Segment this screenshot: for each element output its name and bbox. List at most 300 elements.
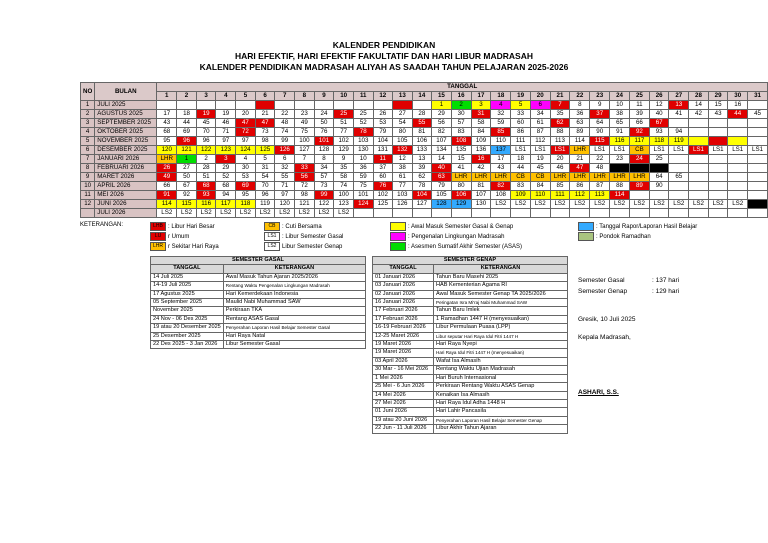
month-name: APRIL 2026 xyxy=(95,182,157,191)
event-date: 25 Desember 2025 xyxy=(151,332,224,340)
month-name: JULI 2025 xyxy=(95,101,157,110)
day-cell: 80 xyxy=(451,182,471,191)
day-cell xyxy=(689,191,709,200)
legend-label: : Libur Hari Besar xyxy=(168,224,215,231)
day-header: 2 xyxy=(177,92,197,101)
day-cell: 85 xyxy=(550,182,570,191)
day-cell: 111 xyxy=(511,137,531,146)
day-cell: 110 xyxy=(491,137,511,146)
day-cell: 33 xyxy=(295,164,315,173)
table-row xyxy=(373,307,568,315)
day-cell: 112 xyxy=(530,137,550,146)
day-cell: 48 xyxy=(275,119,295,128)
month-row xyxy=(81,146,768,155)
day-cell: 94 xyxy=(216,191,236,200)
day-cell xyxy=(669,209,689,218)
day-cell: LS2 xyxy=(530,200,550,209)
event-date: 17 Februari 2026 xyxy=(373,315,434,323)
day-cell: LS2 xyxy=(728,200,748,209)
event-description: Perkiraan TKA xyxy=(223,307,365,315)
day-cell: LS2 xyxy=(196,209,216,218)
day-cell: 56 xyxy=(432,119,452,128)
day-cell: 93 xyxy=(649,128,669,137)
event-description: Hari Lahir Pancasila xyxy=(434,408,568,416)
day-cell: 41 xyxy=(669,110,689,119)
event-description: Libur Akhir Tahun Ajaran xyxy=(434,425,568,433)
day-cell: 5 xyxy=(511,101,531,110)
day-cell: 122 xyxy=(314,200,334,209)
day-cell: 23 xyxy=(295,110,315,119)
day-cell xyxy=(748,200,768,209)
table-row xyxy=(151,341,366,349)
day-cell: 36 xyxy=(353,164,373,173)
table-row xyxy=(373,349,568,357)
event-date: 1 Mei 2026 xyxy=(373,374,434,382)
day-cell: 66 xyxy=(157,182,177,191)
day-cell: 86 xyxy=(511,128,531,137)
day-cell: 58 xyxy=(471,119,491,128)
table-row xyxy=(373,383,568,391)
day-cell: LHR xyxy=(451,173,471,182)
day-cell: 61 xyxy=(393,173,413,182)
day-header: 7 xyxy=(275,92,295,101)
day-cell xyxy=(255,101,275,110)
day-cell: LS1 xyxy=(689,146,709,155)
day-cell: 1 xyxy=(177,155,197,164)
day-cell: 129 xyxy=(451,200,471,209)
day-cell: 5 xyxy=(255,155,275,164)
table-row xyxy=(373,290,568,298)
genap-days-label: Semester Genap xyxy=(578,288,628,295)
day-cell: 28 xyxy=(412,110,432,119)
genap-col-desc: KETERANGAN xyxy=(434,265,568,273)
table-row xyxy=(151,307,366,315)
day-cell: 17 xyxy=(157,110,177,119)
day-cell xyxy=(748,119,768,128)
legend-heading: KETERANGAN: xyxy=(80,222,124,228)
day-cell: 106 xyxy=(412,137,432,146)
day-header: 28 xyxy=(689,92,709,101)
event-date: 14-19 Juli 2025 xyxy=(151,282,224,290)
day-cell: LHR xyxy=(491,173,511,182)
day-cell: 49 xyxy=(295,119,315,128)
day-cell: LS2 xyxy=(590,200,610,209)
day-cell: 96 xyxy=(196,137,216,146)
legend-item xyxy=(390,242,522,251)
day-cell: 66 xyxy=(629,119,649,128)
day-cell: 75 xyxy=(295,128,315,137)
day-cell: 106 xyxy=(451,191,471,200)
day-cell xyxy=(728,182,748,191)
day-cell: 80 xyxy=(393,128,413,137)
day-cell: 83 xyxy=(511,182,531,191)
day-cell xyxy=(530,209,550,218)
day-cell: 104 xyxy=(373,137,393,146)
event-date: 14 Mei 2026 xyxy=(373,391,434,399)
event-date: 02 Januari 2026 xyxy=(373,290,434,298)
day-cell xyxy=(610,164,630,173)
day-cell: LS2 xyxy=(550,200,570,209)
day-header: 14 xyxy=(412,92,432,101)
month-number: 11 xyxy=(81,191,95,200)
month-number: 10 xyxy=(81,182,95,191)
day-cell xyxy=(748,128,768,137)
day-cell: LS2 xyxy=(255,209,275,218)
day-cell: 89 xyxy=(570,128,590,137)
day-cell: 21 xyxy=(255,110,275,119)
day-cell: 44 xyxy=(177,119,197,128)
day-cell: 127 xyxy=(412,200,432,209)
day-cell: 122 xyxy=(196,146,216,155)
event-description: Tahun Baru Masehi 2025 xyxy=(434,273,568,281)
day-cell xyxy=(669,191,689,200)
day-cell xyxy=(669,164,689,173)
day-cell xyxy=(708,173,728,182)
day-cell: 47 xyxy=(236,119,256,128)
day-cell: 8 xyxy=(570,101,590,110)
day-header: 3 xyxy=(196,92,216,101)
day-header: 27 xyxy=(669,92,689,101)
day-cell: 74 xyxy=(275,128,295,137)
day-cell xyxy=(334,101,354,110)
table-row xyxy=(373,399,568,407)
day-header: 30 xyxy=(728,92,748,101)
day-cell xyxy=(649,191,669,200)
day-cell: 57 xyxy=(451,119,471,128)
day-cell: 133 xyxy=(412,146,432,155)
day-cell: 70 xyxy=(255,182,275,191)
month-name: JANUARI 2026 xyxy=(95,155,157,164)
day-cell: 59 xyxy=(353,173,373,182)
day-cell: 113 xyxy=(590,191,610,200)
day-cell: 28 xyxy=(196,164,216,173)
table-row xyxy=(373,282,568,290)
day-cell: LS2 xyxy=(177,209,197,218)
event-description: Perkiraan Rentang Waktu ASAS Genap xyxy=(434,383,568,391)
day-cell: 53 xyxy=(236,173,256,182)
semester-genap-title: SEMESTER GENAP xyxy=(373,257,568,265)
day-cell: 91 xyxy=(157,191,177,200)
legend-label: : Cuti Bersama xyxy=(282,224,322,231)
day-cell xyxy=(708,182,728,191)
day-cell: 86 xyxy=(570,182,590,191)
day-cell: 84 xyxy=(530,182,550,191)
day-cell: 96 xyxy=(177,137,197,146)
legend-swatch xyxy=(390,242,406,251)
day-cell: 16 xyxy=(471,155,491,164)
day-header: 23 xyxy=(590,92,610,101)
day-cell: 83 xyxy=(451,128,471,137)
month-name: JULI 2026 xyxy=(95,209,157,218)
legend-swatch: LS2 xyxy=(264,242,280,251)
day-cell: 114 xyxy=(570,137,590,146)
legend-label: Libur Semester Genap xyxy=(282,244,343,251)
title-line-1: KALENDER PENDIDIKAN xyxy=(332,40,436,50)
table-row xyxy=(151,282,366,290)
day-cell: LS1 xyxy=(728,146,748,155)
day-cell: 79 xyxy=(432,182,452,191)
day-cell: 32 xyxy=(491,110,511,119)
day-cell: 10 xyxy=(353,155,373,164)
day-cell: 15 xyxy=(451,155,471,164)
day-cell: 108 xyxy=(491,191,511,200)
table-row xyxy=(373,332,568,340)
genap-col-date: TANGGAL xyxy=(373,265,434,273)
legend-swatch xyxy=(578,222,594,231)
day-cell: 46 xyxy=(216,119,236,128)
day-cell: 16 xyxy=(728,101,748,110)
event-date: 03 Januari 2026 xyxy=(373,282,434,290)
day-cell xyxy=(353,101,373,110)
day-cell: 7 xyxy=(550,101,570,110)
day-cell xyxy=(689,164,709,173)
day-cell: CB xyxy=(629,146,649,155)
table-row xyxy=(373,273,568,281)
day-cell xyxy=(728,155,748,164)
day-cell: LS1 xyxy=(530,146,550,155)
event-date: 19 Maret 2026 xyxy=(373,341,434,349)
day-header: 10 xyxy=(334,92,354,101)
day-cell xyxy=(216,101,236,110)
event-description: Wafat Isa Almasih xyxy=(434,357,568,365)
signer-name: ASHARI, S.S. xyxy=(578,389,619,396)
day-cell xyxy=(728,209,748,218)
month-row xyxy=(81,173,768,182)
day-cell: 60 xyxy=(373,173,393,182)
day-cell: LS2 xyxy=(649,200,669,209)
month-name: NOVEMBER 2025 xyxy=(95,137,157,146)
day-cell: CB xyxy=(530,173,550,182)
semester-gasal-title: SEMESTER GASAL xyxy=(151,257,366,265)
day-cell: 18 xyxy=(177,110,197,119)
month-number: 8 xyxy=(81,164,95,173)
event-date: 24 Nov - 06 Des 2025 xyxy=(151,315,224,323)
day-cell: 90 xyxy=(649,182,669,191)
day-cell: 117 xyxy=(216,200,236,209)
day-cell: 135 xyxy=(451,146,471,155)
legend-item xyxy=(150,232,189,241)
legend-label: : Pondok Ramadhan xyxy=(596,234,651,241)
day-cell xyxy=(689,128,709,137)
day-cell: LS2 xyxy=(236,209,256,218)
day-cell: 48 xyxy=(590,164,610,173)
day-cell: LS1 xyxy=(669,146,689,155)
day-cell: 47 xyxy=(255,119,275,128)
day-cell: 108 xyxy=(451,137,471,146)
event-description: Hari Raya Natal xyxy=(223,332,365,340)
day-cell: 126 xyxy=(275,146,295,155)
day-cell: 52 xyxy=(216,173,236,182)
day-cell: 49 xyxy=(157,173,177,182)
day-cell: LS2 xyxy=(157,209,177,218)
day-cell: 65 xyxy=(669,173,689,182)
day-cell: 20 xyxy=(550,155,570,164)
day-cell: 40 xyxy=(432,164,452,173)
day-cell xyxy=(748,191,768,200)
table-row xyxy=(373,416,568,424)
day-cell: 123 xyxy=(334,200,354,209)
table-row xyxy=(373,315,568,323)
day-cell: 27 xyxy=(393,110,413,119)
signer-title: Kepala Madrasah, xyxy=(578,334,631,341)
day-cell: 65 xyxy=(610,119,630,128)
month-row xyxy=(81,191,768,200)
day-cell xyxy=(748,137,768,146)
day-cell: 3 xyxy=(471,101,491,110)
day-cell: 116 xyxy=(610,137,630,146)
day-cell xyxy=(373,101,393,110)
day-cell: 123 xyxy=(216,146,236,155)
day-cell: 127 xyxy=(295,146,315,155)
event-description: Hari Kemerdekaan Indonesia xyxy=(223,290,365,298)
event-description: Awal Masuk Tahun Ajaran 2025/2026 xyxy=(223,273,365,281)
day-cell: 98 xyxy=(295,191,315,200)
table-row xyxy=(373,425,568,433)
day-cell: LHR xyxy=(570,146,590,155)
day-cell: 114 xyxy=(610,191,630,200)
day-cell: 57 xyxy=(314,173,334,182)
day-cell: 44 xyxy=(728,110,748,119)
legend-item xyxy=(150,242,219,251)
day-cell: 45 xyxy=(530,164,550,173)
day-cell xyxy=(669,155,689,164)
day-header: 20 xyxy=(530,92,550,101)
legend-item xyxy=(264,232,343,241)
day-cell: 43 xyxy=(708,110,728,119)
day-cell: 109 xyxy=(471,137,491,146)
day-cell: 50 xyxy=(177,173,197,182)
day-number-row xyxy=(81,92,768,101)
day-cell: 13 xyxy=(669,101,689,110)
event-date: 12-25 Maret 2026 xyxy=(373,332,434,340)
month-name: MEI 2026 xyxy=(95,191,157,200)
day-cell: 73 xyxy=(314,182,334,191)
day-cell: 61 xyxy=(530,119,550,128)
day-cell xyxy=(451,209,471,218)
table-row xyxy=(151,299,366,307)
day-header: 19 xyxy=(511,92,531,101)
day-cell: 26 xyxy=(157,164,177,173)
day-cell: 24 xyxy=(314,110,334,119)
day-cell: 33 xyxy=(511,110,531,119)
day-cell: 11 xyxy=(629,101,649,110)
day-cell xyxy=(629,191,649,200)
legend-item xyxy=(578,232,651,241)
day-cell xyxy=(610,209,630,218)
legend-item xyxy=(150,222,215,231)
day-cell: 134 xyxy=(432,146,452,155)
day-cell: 39 xyxy=(629,110,649,119)
day-cell: 67 xyxy=(177,182,197,191)
day-cell: 19 xyxy=(216,110,236,119)
day-cell xyxy=(275,101,295,110)
day-cell: 119 xyxy=(255,200,275,209)
day-cell: 9 xyxy=(590,101,610,110)
day-cell: 76 xyxy=(314,128,334,137)
day-cell xyxy=(491,209,511,218)
day-cell: 74 xyxy=(334,182,354,191)
day-cell xyxy=(708,209,728,218)
event-date: 27 Mei 2026 xyxy=(373,399,434,407)
day-cell xyxy=(708,119,728,128)
day-cell: LS2 xyxy=(295,209,315,218)
calendar-table xyxy=(80,82,768,218)
legend-label: : Tanggal Rapor/Laporan Hasil Belajar xyxy=(596,224,698,231)
day-cell: 91 xyxy=(610,128,630,137)
gasal-col-date: TANGGAL xyxy=(151,265,224,273)
day-cell: 124 xyxy=(236,146,256,155)
day-cell: 25 xyxy=(353,110,373,119)
day-cell: 105 xyxy=(432,191,452,200)
day-cell xyxy=(728,128,748,137)
day-cell: LS1 xyxy=(708,146,728,155)
event-description: Rentang Waktu Ujian Madrasah xyxy=(434,366,568,374)
day-cell xyxy=(236,101,256,110)
month-number: 3 xyxy=(81,119,95,128)
day-cell: 50 xyxy=(314,119,334,128)
gasal-days-value: : 137 hari xyxy=(652,277,680,284)
day-cell: 14 xyxy=(432,155,452,164)
day-cell: 115 xyxy=(177,200,197,209)
day-cell: 110 xyxy=(530,191,550,200)
legend-swatch: LU xyxy=(150,232,166,241)
day-cell: 63 xyxy=(432,173,452,182)
month-row xyxy=(81,155,768,164)
month-name: FEBRUARI 2026 xyxy=(95,164,157,173)
month-row xyxy=(81,119,768,128)
day-cell: 41 xyxy=(451,164,471,173)
event-description: Hari Buruh Internasional xyxy=(434,374,568,382)
table-row xyxy=(151,273,366,281)
day-cell: 38 xyxy=(393,164,413,173)
table-row xyxy=(373,374,568,382)
day-cell: 103 xyxy=(393,191,413,200)
event-description: Penyerahan Laporan Hasil Belajar Semester Gasal xyxy=(223,324,365,332)
day-cell: 82 xyxy=(491,182,511,191)
day-cell: 111 xyxy=(550,191,570,200)
semester-genap-table xyxy=(372,256,568,434)
day-header: 21 xyxy=(550,92,570,101)
event-date: 22 Jun - 11 Juli 2026 xyxy=(373,425,434,433)
event-date: 25 Mei - 6 Jun 2026 xyxy=(373,383,434,391)
day-cell xyxy=(689,155,709,164)
legend-item xyxy=(264,222,322,231)
day-cell: 27 xyxy=(177,164,197,173)
table-row xyxy=(373,366,568,374)
day-cell: 54 xyxy=(255,173,275,182)
event-date: 17 Agustus 2025 xyxy=(151,290,224,298)
day-cell: LHR xyxy=(471,173,491,182)
day-cell: 77 xyxy=(393,182,413,191)
day-cell: 112 xyxy=(570,191,590,200)
day-cell: 113 xyxy=(550,137,570,146)
day-cell: 79 xyxy=(373,128,393,137)
day-cell: 25 xyxy=(649,155,669,164)
gasal-col-desc: KETERANGAN xyxy=(223,265,365,273)
day-header: 6 xyxy=(255,92,275,101)
day-cell: LS2 xyxy=(314,209,334,218)
day-cell: 9 xyxy=(334,155,354,164)
month-row xyxy=(81,182,768,191)
day-cell: 96 xyxy=(255,191,275,200)
day-cell: LHR xyxy=(610,173,630,182)
day-cell: 64 xyxy=(590,119,610,128)
day-header: 9 xyxy=(314,92,334,101)
day-cell xyxy=(511,209,531,218)
day-header: 25 xyxy=(629,92,649,101)
day-cell xyxy=(432,209,452,218)
day-cell: 120 xyxy=(157,146,177,155)
